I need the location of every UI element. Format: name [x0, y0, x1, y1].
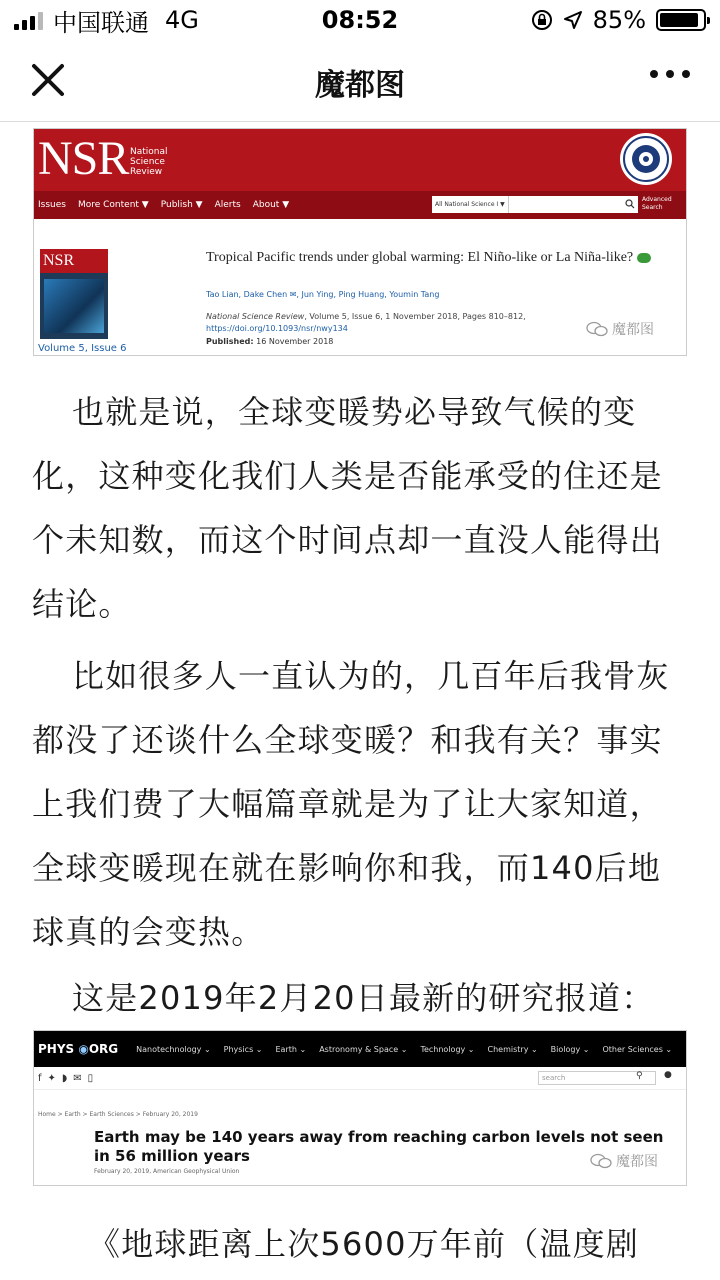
nsr-search-box: [508, 196, 638, 213]
physorg-nav-item: Physics ⌄: [223, 1044, 263, 1054]
nsr-menu-item: About ▼: [252, 200, 290, 210]
carrier-label: 中国联通: [53, 8, 149, 37]
nsr-menu: [34, 191, 686, 219]
mobile-icon: ▯: [87, 1072, 94, 1084]
nsr-logo: NSR: [38, 132, 129, 185]
physorg-search-box: search: [538, 1071, 656, 1085]
nav-bar: [0, 40, 720, 122]
physorg-nav-item: Biology ⌄: [550, 1044, 590, 1054]
cover-artwork: [44, 279, 104, 333]
facebook-icon: f: [38, 1072, 42, 1084]
nsr-advanced-search: Advanced Search: [642, 196, 672, 211]
physorg-nav-item: Astronomy & Space ⌄: [319, 1044, 408, 1054]
physorg-nav-item: Other Sciences ⌄: [602, 1044, 673, 1054]
cover-logo: NSR: [40, 249, 108, 273]
article-paragraph: 《地球距离上次5600万年前（温度剧: [88, 1225, 640, 1263]
status-bar: [0, 0, 720, 40]
physorg-nav-item: Nanotechnology ⌄: [136, 1044, 211, 1054]
email-icon: ✉: [73, 1072, 82, 1084]
search-icon: ⚲: [636, 1071, 643, 1081]
free-access-icon: [637, 253, 651, 263]
location-arrow-icon: [563, 10, 583, 30]
page-title: 魔都图: [315, 68, 405, 103]
rss-icon: ◗: [61, 1072, 68, 1084]
battery-icon: [656, 9, 706, 31]
close-icon[interactable]: [26, 58, 70, 102]
watermark: 魔都图: [590, 1151, 658, 1171]
signal-strength-icon: [14, 10, 43, 30]
nsr-menu-item: Publish ▼: [160, 200, 203, 210]
published-date: Published: 16 November 2018: [206, 337, 334, 346]
physorg-nav-item: Chemistry ⌄: [487, 1044, 538, 1054]
battery-percent: 85%: [592, 6, 646, 34]
network-label: 4G: [165, 6, 199, 34]
nsr-menu-item: Issues: [38, 200, 66, 210]
user-icon: ●: [664, 1070, 672, 1080]
academy-seal-icon: [620, 133, 672, 185]
nsr-menu-item: More Content ▼: [77, 200, 149, 210]
news-headline: Earth may be 140 years away from reaching carbon levels not seen in 56 million years: [94, 1128, 664, 1165]
physorg-header: [34, 1031, 686, 1067]
nsr-screenshot-image: [33, 128, 687, 356]
physorg-screenshot-image: [33, 1030, 687, 1186]
article-paragraph: 比如很多人一直认为的，几百年后我骨灰都没了还谈什么全球变暖？和我有关？事实上我们费了大幅篇章就是为了让大家知道，全球变暖现在就在影响你和我，而140后地球真的会变热。: [32, 657, 670, 951]
physorg-share-bar: [34, 1067, 686, 1090]
physorg-nav-item: Earth ⌄: [275, 1044, 307, 1054]
nsr-logo-subtitle: National Science Review: [130, 147, 168, 177]
physorg-nav-item: Technology ⌄: [420, 1044, 475, 1054]
nsr-search-scope: All National Science I ▼: [432, 196, 508, 213]
article-citation: National Science Review, Volume 5, Issue 6, 1 November 2018, Pages 810–812, https://doi.org/10.1093/nsr/nwy134: [206, 312, 526, 333]
more-options-icon[interactable]: [650, 70, 690, 78]
article-paragraph: 这是2019年2月20日最新的研究报道：: [72, 979, 655, 1017]
breadcrumb: Home > Earth > Earth Sciences > February 20, 2019: [38, 1111, 198, 1118]
news-dateline: February 20, 2019, American Geophysical Union: [94, 1168, 240, 1175]
twitter-icon: ✦: [47, 1072, 56, 1084]
doi-link: https://doi.org/10.1093/nsr/nwy134: [206, 324, 348, 333]
rotation-lock-icon: [531, 9, 553, 31]
article-paragraph: 也就是说，全球变暖势必导致气候的变化，这种变化我们人类是否能承受的住还是个未知数，而这个时间点却一直没人能得出结论。: [32, 393, 663, 623]
clock: 08:52: [321, 6, 399, 34]
issue-link: Volume 5, Issue 6: [38, 343, 127, 354]
journal-cover: [40, 249, 108, 339]
nsr-menu-item: Alerts: [214, 200, 241, 210]
wechat-logo-icon: [590, 1153, 612, 1169]
article-authors: Tao Lian, Dake Chen ✉, Jun Ying, Ping Huang, Youmin Tang: [206, 290, 440, 299]
search-icon: [625, 199, 635, 209]
physorg-logo: PHYS ◉ORG: [38, 1042, 119, 1056]
wechat-logo-icon: [586, 321, 608, 337]
article-title: Tropical Pacific trends under global warming: El Niño-like or La Niña-like?: [206, 249, 666, 267]
nsr-banner: [34, 129, 686, 191]
watermark: 魔都图: [586, 319, 654, 339]
